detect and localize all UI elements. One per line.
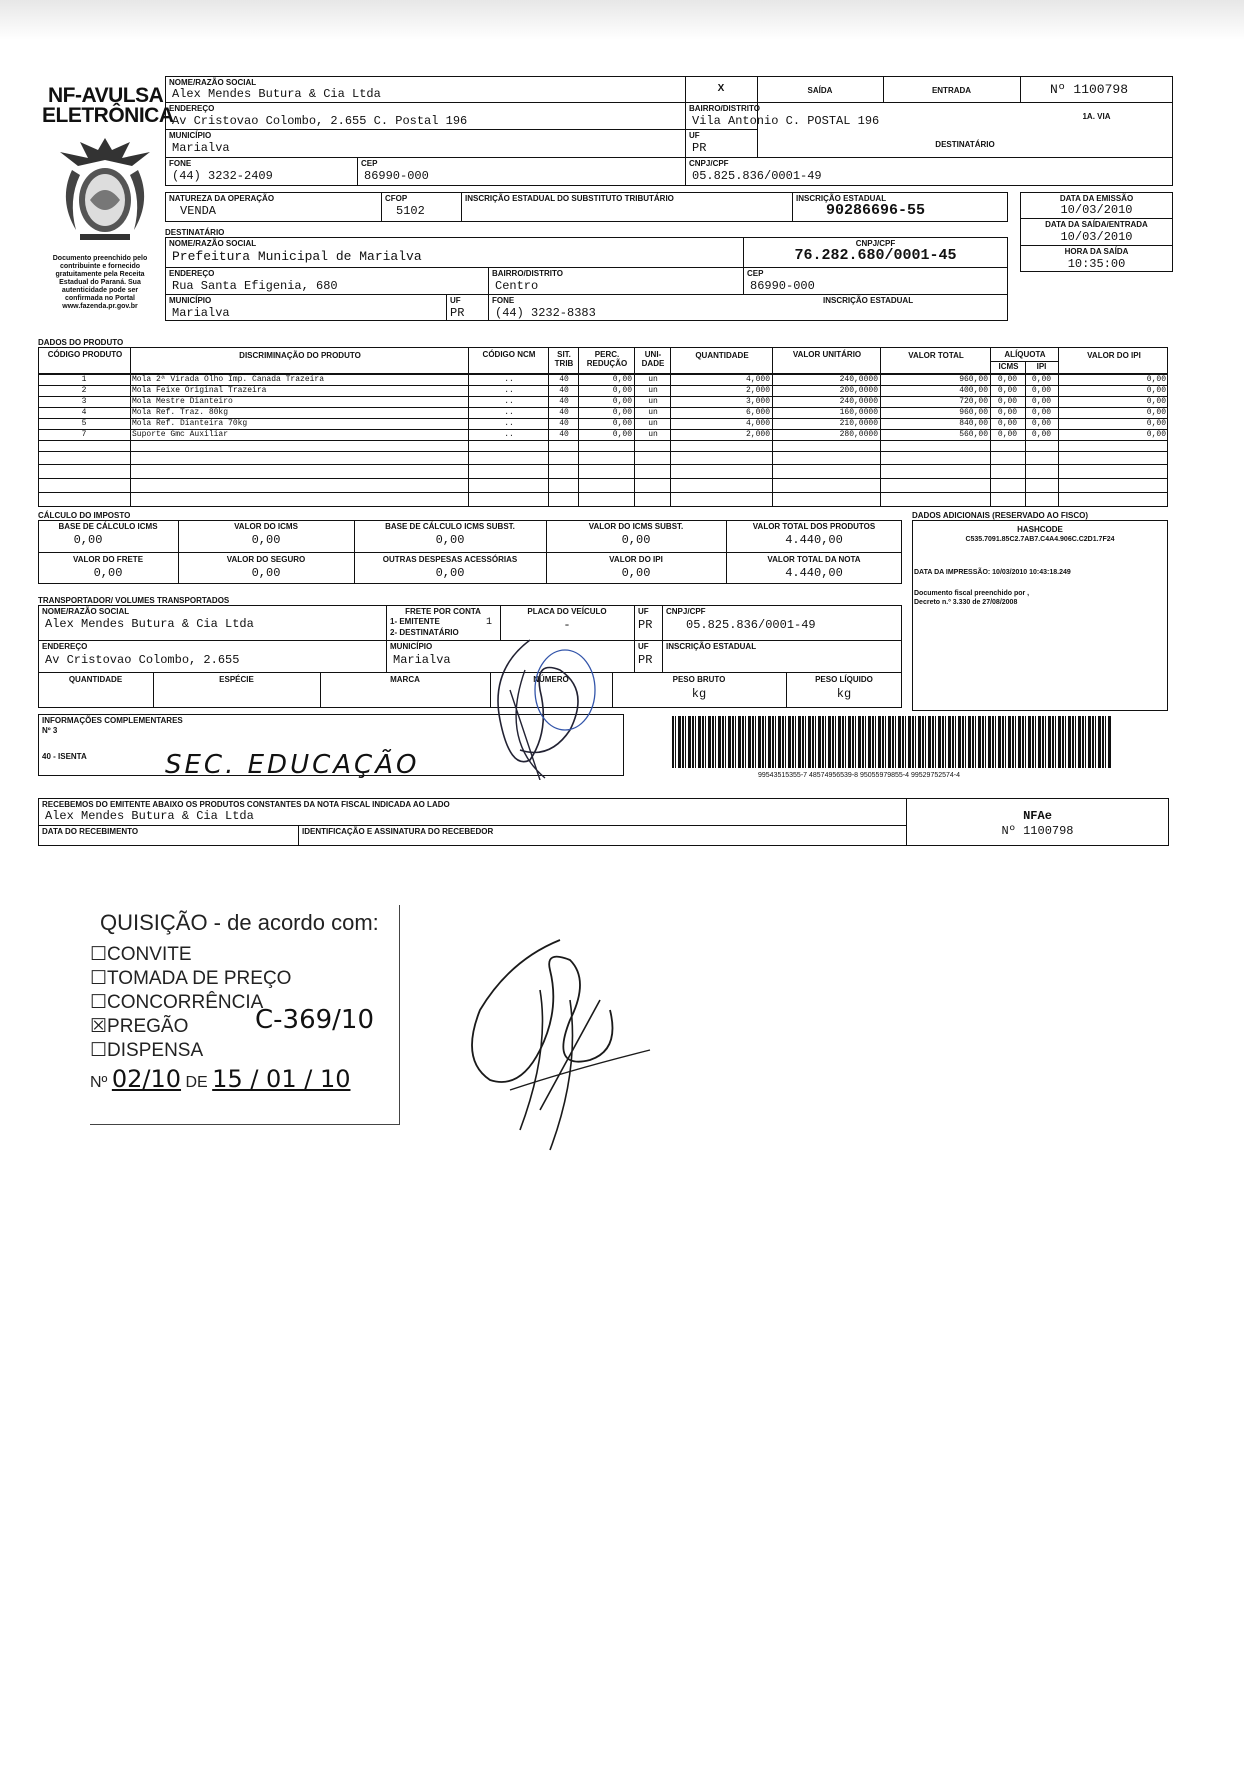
table-row — [38, 418, 1168, 429]
cell-vipi: 0,00 — [1146, 375, 1166, 384]
trans-uf2-label: UF — [638, 642, 649, 651]
emitente-nome-label: NOME/RAZÃO SOCIAL — [169, 78, 257, 87]
cell-codigo: 7 — [81, 430, 87, 439]
cell-ipi: 0,00 — [1031, 397, 1052, 406]
cell-un: un — [648, 397, 658, 406]
cell-sit: 40 — [559, 408, 569, 417]
dest-nome-label: NOME/RAZÃO SOCIAL — [169, 239, 257, 248]
frete-value: 0,00 — [93, 566, 123, 580]
tipo-destinatario: DESTINATÁRIO — [935, 140, 995, 149]
valor-st-label: VALOR DO ICMS SUBST. — [588, 522, 684, 531]
cell-unit: 280,0000 — [839, 430, 878, 439]
logo-block — [36, 80, 174, 350]
tipo-entrada: ENTRADA — [931, 86, 972, 95]
dest-uf-label: UF — [450, 296, 461, 305]
cell-ipi: 0,00 — [1031, 419, 1052, 428]
ipi-label: VALOR DO IPI — [609, 555, 663, 564]
hora-value: 10:35:00 — [1067, 257, 1126, 271]
cell-total: 720,00 — [959, 397, 988, 406]
canhoto-nfae: NFAe — [1023, 809, 1052, 823]
table-row — [38, 396, 1168, 407]
col-unidade: UNI- DADE — [641, 350, 665, 368]
emitente-fone-label: FONE — [169, 159, 192, 168]
outras-label: OUTRAS DESPESAS ACESSÓRIAS — [382, 555, 518, 564]
emitente-cep-label: CEP — [361, 159, 378, 168]
col-perc: PERC. REDUÇÃO — [586, 350, 628, 368]
emitente-municipio: Marialva — [172, 141, 230, 155]
dest-cnpj: 76.282.680/0001-45 — [794, 247, 957, 264]
col-valor-total: VALOR TOTAL — [908, 351, 964, 360]
cell-vipi: 0,00 — [1146, 430, 1166, 439]
emitente-uf: PR — [692, 141, 707, 155]
trans-cnpj: 05.825.836/0001-49 — [686, 618, 816, 632]
total-prod-label: VALOR TOTAL DOS PRODUTOS — [752, 522, 876, 531]
frete-label: VALOR DO FRETE — [72, 555, 144, 564]
stamp-numero-line: Nº 02/10 DE 15 / 01 / 10 — [90, 1065, 351, 1093]
col-quantidade: QUANTIDADE — [695, 351, 749, 360]
tipo-x: X — [717, 83, 725, 94]
cell-ipi: 0,00 — [1031, 430, 1052, 439]
emissao-value: 10/03/2010 — [1060, 203, 1133, 217]
imposto-section: CÁLCULO DO IMPOSTO — [38, 511, 131, 520]
cell-descricao: Suporte Gmc Auxiliar — [132, 430, 229, 439]
complementares-section: INFORMAÇÕES COMPLEMENTARES — [42, 716, 183, 725]
cell-icms: 0,00 — [997, 408, 1018, 417]
stamp-opt-concorrencia: ☐CONCORRÊNCIA — [90, 992, 264, 1013]
cell-ncm: .. — [504, 419, 514, 428]
dest-cep-label: CEP — [747, 269, 764, 278]
trans-qtd-label: QUANTIDADE — [68, 675, 123, 684]
saida-value: 10/03/2010 — [1060, 230, 1133, 244]
cell-total: 960,00 — [959, 375, 988, 384]
cell-un: un — [648, 375, 658, 384]
stamp-num-hand: 02/10 — [111, 1065, 182, 1093]
col-descricao: DISCRIMINAÇÃO DO PRODUTO — [239, 351, 361, 360]
doc-line2: Decreto n.º 3.330 de 27/08/2008 — [914, 599, 1018, 606]
cell-un: un — [648, 419, 658, 428]
logo-title-line2: ELETRÔNICA — [42, 104, 174, 127]
table-row — [38, 374, 1168, 385]
logo-title-line1: NF-AVULSA — [48, 84, 164, 107]
emitente-cnpj: 05.825.836/0001-49 — [692, 169, 822, 183]
cell-sit: 40 — [559, 419, 569, 428]
side-note-line: autenticidade pode ser — [61, 287, 139, 294]
cell-total: 840,00 — [959, 419, 988, 428]
dest-municipio: Marialva — [172, 306, 230, 320]
table-row — [38, 407, 1168, 418]
canhoto-numero: Nº 1100798 — [1001, 824, 1074, 838]
cell-sit: 40 — [559, 386, 569, 395]
nota-via: 1A. VIA — [1082, 112, 1111, 121]
cell-unit: 240,0000 — [839, 375, 878, 384]
trans-endereco: Av Cristovao Colombo, 2.655 — [45, 653, 240, 667]
cell-unit: 240,0000 — [839, 397, 878, 406]
cell-descricao: Mola 2ª Virada Olho Imp. Canada Trazeira — [132, 375, 325, 384]
valor-icms-label: VALOR DO ICMS — [234, 522, 298, 531]
valor-icms-value: 0,00 — [251, 533, 281, 547]
dest-ie-label: INSCRIÇÃO ESTADUAL — [823, 296, 914, 305]
emitente-endereco-label: ENDEREÇO — [169, 104, 215, 113]
emitente-bairro-label: BAIRRO/DISTRITO — [689, 104, 760, 113]
cell-codigo: 1 — [81, 375, 87, 384]
cell-perc: 0,00 — [612, 419, 632, 428]
cell-perc: 0,00 — [612, 386, 632, 395]
cell-icms: 0,00 — [997, 430, 1018, 439]
emitente-fone: (44) 3232-2409 — [172, 169, 273, 183]
saida-label: DATA DA SAÍDA/ENTRADA — [1045, 220, 1148, 229]
cell-vipi: 0,00 — [1146, 386, 1166, 395]
trans-especie-label: ESPÉCIE — [219, 675, 254, 684]
cell-un: un — [648, 386, 658, 395]
cell-perc: 0,00 — [612, 397, 632, 406]
col-icms: ICMS — [998, 362, 1019, 371]
trans-cnpj-label: CNPJ/CPF — [666, 607, 706, 616]
trans-marca-label: MARCA — [390, 675, 420, 684]
cell-icms: 0,00 — [997, 386, 1018, 395]
trans-uf2: PR — [638, 653, 653, 667]
dest-cep: 86990-000 — [750, 279, 815, 293]
col-aliquota: ALÍQUOTA — [1004, 350, 1046, 359]
cell-perc: 0,00 — [612, 375, 632, 384]
col-ipi: IPI — [1036, 362, 1047, 371]
cell-sit: 40 — [559, 375, 569, 384]
stamp-date-hand: 15 / 01 / 10 — [212, 1065, 351, 1093]
cell-un: un — [648, 430, 658, 439]
canhoto-assinatura-label: IDENTIFICAÇÃO E ASSINATURA DO RECEBEDOR — [302, 827, 494, 836]
canhoto-declaracao: RECEBEMOS DO EMITENTE ABAIXO OS PRODUTOS CONSTANTES DA NOTA FISCAL INDICADA AO LADO — [42, 800, 450, 809]
col-codigo: CÓDIGO PRODUTO — [47, 350, 123, 359]
cell-ipi: 0,00 — [1031, 408, 1052, 417]
total-nota-label: VALOR TOTAL DA NOTA — [767, 555, 861, 564]
canhoto-nome: Alex Mendes Butura & Cia Ltda — [45, 809, 254, 823]
ie-st-label: INSCRIÇÃO ESTADUAL DO SUBSTITUTO TRIBUTÁRIO — [465, 194, 674, 203]
cell-codigo: 5 — [81, 419, 87, 428]
dest-fone: (44) 3232-8383 — [495, 306, 596, 320]
emitente-uf-label: UF — [689, 131, 700, 140]
dest-fone-label: FONE — [492, 296, 515, 305]
trans-placa: - — [563, 618, 571, 632]
cell-ipi: 0,00 — [1031, 386, 1052, 395]
trans-liquido-unit: kg — [836, 687, 852, 701]
impressao: DATA DA IMPRESSÃO: 10/03/2010 10:43:18.249 — [914, 569, 1071, 576]
cell-icms: 0,00 — [997, 375, 1018, 384]
cell-unit: 210,0000 — [839, 419, 878, 428]
stamp-opt-tomada: ☐TOMADA DE PREÇO — [90, 968, 292, 989]
cell-qtd: 4,000 — [745, 419, 770, 428]
total-prod-value: 4.440,00 — [785, 533, 843, 547]
cell-icms: 0,00 — [997, 419, 1018, 428]
cell-qtd: 2,000 — [745, 430, 770, 439]
handwritten-sec-educacao: SEC. EDUCAÇÃO — [165, 750, 420, 780]
natureza-value: VENDA — [180, 204, 217, 218]
cell-qtd: 2,000 — [745, 386, 770, 395]
trans-frete-op2: 2- DESTINATÁRIO — [390, 628, 459, 637]
side-note — [30, 255, 170, 311]
col-valor-unit: VALOR UNITÁRIO — [792, 350, 862, 359]
base-icms-label: BASE DE CÁLCULO ICMS — [58, 522, 158, 531]
nota-numero: Nº 1100798 — [1050, 82, 1129, 97]
canhoto-data-label: DATA DO RECEBIMENTO — [42, 827, 139, 836]
cell-vipi: 0,00 — [1146, 419, 1166, 428]
tipo-saida: SAÍDA — [807, 86, 833, 95]
cell-qtd: 4,000 — [745, 375, 770, 384]
dest-bairro: Centro — [495, 279, 539, 293]
cfop-label: CFOP — [385, 194, 408, 203]
signature-icon — [450, 930, 680, 1170]
cell-codigo: 3 — [81, 397, 87, 406]
cell-total: 960,00 — [959, 408, 988, 417]
seguro-value: 0,00 — [251, 566, 281, 580]
dest-nome: Prefeitura Municipal de Marialva — [172, 249, 422, 264]
cell-qtd: 6,000 — [745, 408, 770, 417]
transportador-section: TRANSPORTADOR/ VOLUMES TRANSPORTADOS — [38, 596, 230, 605]
table-row — [38, 385, 1168, 396]
trans-nome-label: NOME/RAZÃO SOCIAL — [42, 607, 130, 616]
cell-un: un — [648, 408, 658, 417]
emitente-endereco: Av Cristovao Colombo, 2.655 C. Postal 196 — [172, 114, 468, 128]
cell-sit: 40 — [559, 397, 569, 406]
seguro-label: VALOR DO SEGURO — [226, 555, 306, 564]
trans-uf: PR — [638, 618, 653, 632]
cell-icms: 0,00 — [997, 397, 1018, 406]
cell-codigo: 4 — [81, 408, 87, 417]
trans-liquido-label: PESO LÍQUIDO — [815, 675, 873, 684]
dest-endereco: Rua Santa Efigenia, 680 — [172, 279, 338, 293]
emitente-nome: Alex Mendes Butura & Cia Ltda — [172, 87, 381, 101]
trans-nome: Alex Mendes Butura & Cia Ltda — [45, 617, 254, 631]
side-note-line: Estadual do Paraná. Sua — [59, 279, 141, 286]
dest-municipio-label: MUNICÍPIO — [169, 296, 212, 305]
cell-ncm: .. — [504, 397, 514, 406]
cell-descricao: Mola Mestre Dianteiro — [132, 397, 233, 406]
cell-descricao: Mola Ref. Traz. 80kg — [132, 408, 229, 417]
hash-value: C535.7091.85C2.7AB7.C4A4.906C.C2D1.7F24 — [965, 536, 1115, 543]
licitacao-stamp — [90, 905, 400, 1125]
trans-ie-label: INSCRIÇÃO ESTADUAL — [666, 642, 757, 651]
base-st-label: BASE DE CÁLCULO ICMS SUBST. — [385, 522, 515, 531]
trans-endereco-label: ENDEREÇO — [42, 642, 88, 651]
total-nota-value: 4.440,00 — [785, 566, 843, 580]
cell-vipi: 0,00 — [1146, 397, 1166, 406]
trans-frete-label: FRETE POR CONTA — [405, 607, 481, 616]
dest-bairro-label: BAIRRO/DISTRITO — [492, 269, 563, 278]
signature-scribble-icon — [470, 630, 610, 780]
side-note-line: gratuitamente pela Receita — [55, 271, 145, 278]
cell-ncm: .. — [504, 386, 514, 395]
cell-qtd: 3,000 — [745, 397, 770, 406]
col-ncm: CÓDIGO NCM — [482, 350, 536, 359]
side-note-line: contribuinte e fornecido — [59, 263, 141, 270]
ie-value: 90286696-55 — [826, 202, 926, 219]
base-icms-value: 0,00 — [73, 533, 103, 547]
trans-placa-label: PLACA DO VEÍCULO — [527, 607, 607, 616]
dest-uf: PR — [450, 306, 465, 320]
dest-endereco-label: ENDEREÇO — [169, 269, 215, 278]
trans-frete-val: 1 — [486, 617, 493, 628]
cell-vipi: 0,00 — [1146, 408, 1166, 417]
cell-descricao: Mola Feixe Original Trazeira — [132, 386, 267, 395]
stamp-pregao-hand: C-369/10 — [255, 1005, 375, 1035]
trans-frete-op1: 1- EMITENTE — [390, 617, 440, 626]
cell-total: 400,00 — [959, 386, 988, 395]
trans-municipio-label: MUNICÍPIO — [390, 642, 433, 651]
table-row — [38, 429, 1168, 440]
cell-ncm: .. — [504, 408, 514, 417]
cell-ncm: .. — [504, 375, 514, 384]
cell-ipi: 0,00 — [1031, 375, 1052, 384]
outras-value: 0,00 — [435, 566, 465, 580]
doc-line1: Documento fiscal preenchido por , — [914, 590, 1030, 597]
base-st-value: 0,00 — [435, 533, 465, 547]
barcode-digits: 99543515355-7 48574956539-8 95055979855-4 99529752574-4 — [758, 772, 961, 779]
destinatario-section: DESTINATÁRIO — [165, 228, 225, 237]
trans-uf-label: UF — [638, 607, 649, 616]
stamp-title: QUISIÇÃO - de acordo com: — [100, 910, 379, 935]
stamp-opt-convite: ☐CONVITE — [90, 944, 192, 965]
emitente-cnpj-label: CNPJ/CPF — [689, 159, 729, 168]
col-sit: SIT. TRIB — [554, 350, 574, 368]
col-valor-ipi: VALOR DO IPI — [1087, 351, 1141, 360]
emitente-bairro: Vila Antonio C. POSTAL 196 — [692, 114, 880, 128]
ie-label: INSCRIÇÃO ESTADUAL — [796, 194, 887, 203]
produtos-section: DADOS DO PRODUTO — [38, 338, 124, 347]
barcode — [672, 716, 1112, 768]
hora-label: HORA DA SAÍDA — [1064, 247, 1129, 256]
dest-cnpj-label: CNPJ/CPF — [855, 239, 896, 248]
cell-ncm: .. — [504, 430, 514, 439]
complementares-n: Nº 3 — [42, 726, 58, 735]
trans-municipio: Marialva — [393, 653, 451, 667]
stamp-opt-pregao: ☒PREGÃO — [90, 1016, 189, 1037]
stamp-opt-dispensa: ☐DISPENSA — [90, 1040, 204, 1061]
emitente-cep: 86990-000 — [364, 169, 429, 183]
cell-unit: 160,0000 — [839, 408, 878, 417]
valor-st-value: 0,00 — [621, 533, 651, 547]
cell-codigo: 2 — [81, 386, 87, 395]
emissao-label: DATA DA EMISSÃO — [1059, 194, 1134, 203]
side-note-line: confirmada no Portal — [64, 295, 135, 302]
adicionais-block — [912, 520, 1168, 711]
emitente-municipio-label: MUNICÍPIO — [169, 131, 212, 140]
adicionais-section: DADOS ADICIONAIS (RESERVADO AO FISCO) — [912, 511, 1089, 520]
cell-unit: 200,0000 — [839, 386, 878, 395]
side-note-line: Documento preenchido pelo — [52, 255, 148, 262]
natureza-label: NATUREZA DA OPERAÇÃO — [169, 194, 275, 203]
ipi-value: 0,00 — [621, 566, 651, 580]
cell-sit: 40 — [559, 430, 569, 439]
scan-shadow — [0, 0, 1244, 40]
cell-perc: 0,00 — [612, 430, 632, 439]
cell-descricao: Mola Ref. Dianteira 70kg — [132, 419, 248, 428]
cell-total: 560,00 — [959, 430, 988, 439]
cfop-value: 5102 — [396, 204, 425, 218]
parana-coat-of-arms-icon — [50, 130, 160, 250]
side-note-line: www.fazenda.pr.gov.br — [62, 303, 138, 310]
hash-label: HASHCODE — [1017, 525, 1063, 534]
complementares-isenta: 40 - ISENTA — [42, 752, 87, 761]
trans-numero-label: NÚMERO — [533, 675, 569, 684]
trans-bruto-unit: kg — [691, 687, 707, 701]
cell-perc: 0,00 — [612, 408, 632, 417]
trans-bruto-label: PESO BRUTO — [672, 675, 726, 684]
